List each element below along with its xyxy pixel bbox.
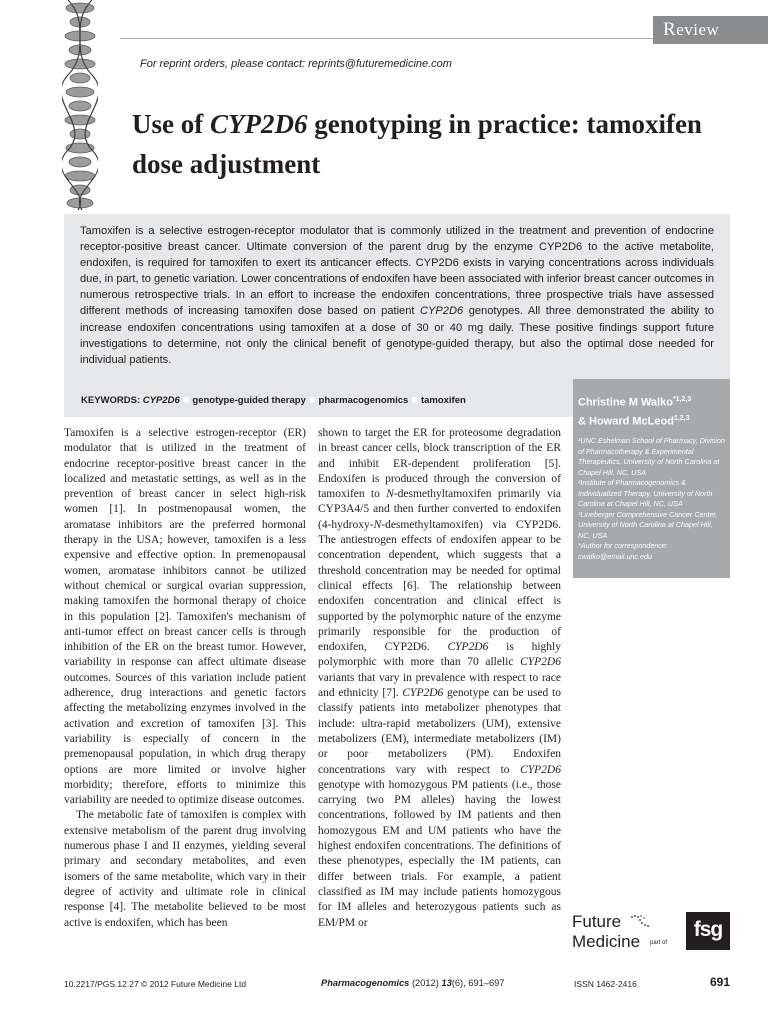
correspondence: *Author for correspondence: cwalko@email.unc.edu: [578, 541, 668, 561]
future-medicine-logo: [572, 912, 732, 954]
abstract-italic: CYP2D6: [420, 305, 464, 318]
logo-line-1: Future: [572, 912, 622, 931]
italic-run: CYP2D6: [447, 641, 489, 654]
affiliation-1: ¹UNC Eshelman School of Pharmacy, Division of Pharmacotherapy & Experimental Therapeutics, University of North Carolina at Chapel Hill, NC, USA: [578, 436, 725, 477]
italic-run: CYP2D6: [520, 763, 561, 776]
text-run: variants that vary in prevalence with respect to race and ethnicity [7].: [318, 671, 561, 700]
author-1: Christine M Walko: [578, 396, 673, 409]
keyword-1: CYP2D6: [142, 395, 180, 406]
body-paragraph: Tamoxifen is a selective estrogen-receptor (ER) modulator that is utilized in the treatment of endocrine receptor-positive breast cancer in the localized and metastatic settings, as well as in the prevention of breast cancer in select high-risk women [1]. In postmenopausal women, the aromatase inhibitors are the preferred hormonal therapy in the USA; however, tamoxifen is a less expensive and effective option. In premenopausal women, aromatase inhibitors cannot be utilized without chemical or surgical ovarian suppression, making tamoxifen the hormonal therapy of choice in this population [2]. Tamoxifen's mechanism of anti-tumor effect on breast cancer cells is through inhibition of the ER on the breast tumor. However, variability in response can affect ultimate disease outcomes. Sources of this variation include patient adherence, drug interactions and genetic factors affecting the metabolizing enzymes involved in the activation and excretion of tamoxifen [3]. This variability is especially of concern in the premenopausal population, in which drug therapy options are more limited or involve higher morbidity; therefore, efforts to minimize this variability are needed to optimize disease outcomes.: [64, 427, 306, 807]
text-run: -desmethyltamoxifen) via CYP2D6. The antiestrogen effects of endoxifen appear to be concentration dependent, which suggests that a threshold concentration may be needed for optimal clinical effects [6]. The relationship between endoxifen concentration and clinical effect is supported by the polymorphic nature of the enzyme primarily responsible for the production of endoxifen, CYP2D6.: [318, 518, 561, 654]
journal-issue-pages: (6), 691–697: [451, 978, 505, 988]
body-column-2: [318, 426, 561, 931]
italic-run: N: [373, 518, 382, 531]
italic-run: CYP2D6: [402, 687, 444, 700]
author-2-sup: 1,2,3: [673, 414, 690, 422]
author-1-sup: *1,2,3: [672, 396, 692, 403]
dna-helix-icon: [62, 0, 98, 210]
keyword-separator: ■: [411, 394, 418, 406]
page-footer: [64, 974, 730, 994]
keyword-2: genotype-guided therapy: [192, 395, 306, 406]
abstract-part2: genotypes. All three demonstrated the ability to increase endoxifen concentrations using tamoxifen at a dose of 30 or 40 mg daily. These positive findings support future investigations to determine, not only the clinical benefit of genotype-guided therapy, but also the optimal dose needed for individual patients.: [80, 305, 714, 366]
abstract-part1: Tamoxifen is a selective estrogen-receptor modulator that is commonly utilized in the treatment and prevention of endocrine receptor-positive breast cancer. Ultimate conversion of the parent drug by the enzyme CYP2D6 to the active metabolite, endoxifen, is required for tamoxifen to exert its anticancer effects. CYP2D6 exists in varying concentrations across individuals due, in part, to genetic variation. Lower concentrations of endoxifen have been associated with inferior breast cancer outcomes in numerous retrospective trials. In an effort to increase the endoxifen concentrations, three prospective trials have assessed different methods of increasing tamoxifen dose based on patient: [80, 225, 714, 318]
keyword-separator: ■: [182, 394, 190, 406]
italic-run: CYP2D6: [520, 656, 561, 669]
keywords-label: KEYWORDS:: [81, 395, 141, 406]
title-part2: genotyping in practice: tamoxifen dose adjustment: [132, 109, 702, 179]
author-box: [573, 379, 730, 578]
text-run: is highly polymorphic with more than 70 allelic: [318, 641, 561, 669]
section-tab: Review: [653, 16, 768, 44]
body-paragraph: [318, 426, 561, 931]
fsg-logo: fsg: [686, 912, 730, 950]
affiliation-3: ³Lineberger Comprehensive Cancer Center, University of North Carolina at Chapel Hill, NC, USA: [578, 509, 718, 540]
part-of-label: part of: [650, 940, 668, 946]
text-run: -desmethyltamoxifen primarily via CYP3A4/5 and then further converted to endoxifen (4-hydroxy-: [318, 488, 561, 531]
dotted-swirl-icon: [630, 914, 650, 930]
doi-copyright: 10.2217/PGS.12.27 © 2012 Future Medicine Ltd: [64, 979, 247, 989]
keyword-3: pharmacogenomics: [318, 395, 409, 406]
affiliation-2: ²Institute of Pharmacogenomics & Individualized Therapy, University of North Carolina at Chapel Hill, NC, USA: [578, 478, 713, 509]
text-run: shown to target the ER for proteosome degradation in breast cancer cells, block transcription of the ER and inhibit ER-dependent proliferation [5]. Endoxifen is produced through the conversion of tamoxifen to: [318, 427, 561, 501]
body-column-1: [64, 426, 306, 931]
journal-volume: 13: [441, 978, 452, 988]
journal-name: Pharmacogenomics: [321, 978, 410, 988]
header-rule: [120, 38, 653, 39]
article-title: [132, 104, 742, 184]
keyword-4: tamoxifen: [420, 395, 466, 406]
body-paragraph: The metabolic fate of tamoxifen is complex with extensive metabolism of the parent drug involving numerous phase I and II enzymes, yielding several primary and secondary metabolites, and even isomers of the same metabolite, which vary in their degree of activity and ultimate role in clinical response [4]. The metabolite believed to be most active is endoxifen, which has been: [64, 809, 306, 929]
page-number: 691: [709, 975, 730, 989]
affiliations: [578, 436, 730, 562]
keywords-bar: [64, 379, 573, 417]
title-italic: CYP2D6: [209, 109, 308, 139]
keyword-separator: ■: [308, 394, 316, 406]
abstract: [64, 214, 730, 379]
journal-citation: [321, 978, 504, 988]
reprint-notice: For reprint orders, please contact: reprints@futuremedicine.com: [140, 58, 452, 70]
issn: ISSN 1462-2416: [574, 979, 637, 989]
text-run: genotype with homozygous PM patients (i.e., those carrying two PM alleles) having the lowest concentrations, followed by IM patients and then homozygous EM and UM patients who have the highest endoxifen concentrations. The definitions of these phenotypes, especially the IM patients, can differ between trials. For example, a patient classified as IM may include patients homozygous for IM alleles and heterozygous patients such as EM/PM or: [318, 778, 561, 929]
italic-run: N: [386, 488, 394, 501]
text-run: genotype can be used to classify patients into metabolizer phenotypes that include: ultra-rapid metabolizers (UM), extensive metabolizers (EM), intermediate metabolizers (IM) or poor metabolizers (PM). Endoxifen concentrations vary with respect to: [318, 687, 561, 776]
author-2: & Howard McLeod: [578, 415, 674, 428]
journal-year: (2012): [409, 978, 442, 988]
author-names: [578, 392, 730, 429]
title-part1: Use of: [132, 109, 210, 139]
logo-line-2: Medicine: [572, 932, 641, 951]
